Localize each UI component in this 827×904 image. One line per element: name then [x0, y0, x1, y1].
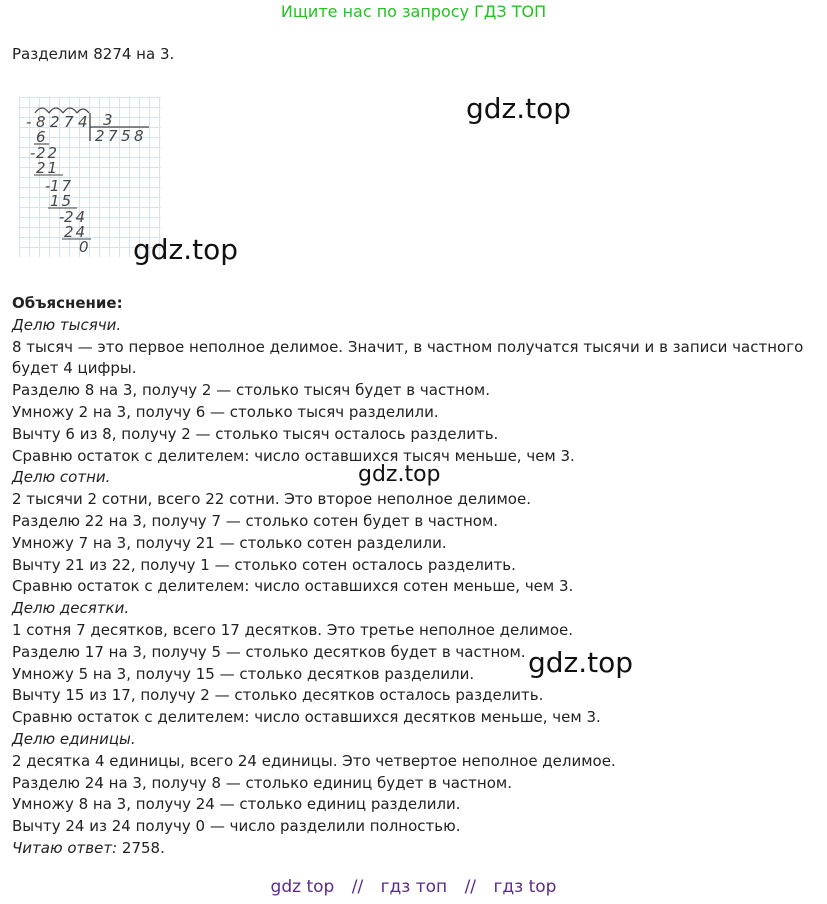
explanation-line: Вычту 21 из 22, получу 1 — столько сотен осталось разделить.: [12, 555, 516, 574]
explanation-line: Разделю 17 на 3, получу 5 — столько десятков будет в частном.: [12, 642, 526, 661]
step-remainder: 17: [50, 177, 74, 195]
dividend-digit: 7: [64, 113, 74, 131]
minus-sign: -: [30, 144, 36, 162]
dividend-digit: 4: [78, 113, 88, 131]
quotient-digit: 8: [134, 127, 144, 145]
divisor: 3: [103, 111, 113, 129]
watermark: gdz.top: [466, 92, 572, 125]
explanation-line: Сравню остаток с делителем: число оставшихся сотен меньше, чем 3.: [12, 577, 574, 596]
final-remainder: 0: [79, 238, 89, 256]
step-subtrahend: 21: [36, 159, 60, 177]
minus-sign: -: [45, 177, 51, 195]
step-remainder: 24: [64, 208, 88, 226]
explanation-line: 2 десятка 4 единицы, всего 24 единицы. Это четвертое неполное делимое.: [12, 751, 616, 770]
watermark: gdz.top: [528, 646, 634, 679]
section-title-units: Делю единицы.: [12, 729, 136, 748]
explanation-line: Умножу 7 на 3, получу 21 — столько сотен разделили.: [12, 533, 447, 552]
answer-line: [12, 838, 820, 860]
minus-sign: -: [26, 113, 32, 131]
explanation-line: Вычту 6 из 8, получу 2 — столько тысяч осталось разделить.: [12, 424, 499, 443]
step-subtrahend: 24: [64, 223, 88, 241]
explanation-line: Умножу 5 на 3, получу 15 — столько десятков разделили.: [12, 664, 475, 683]
promo-banner: Ищите нас по запросу ГДЗ ТОП: [280, 2, 547, 21]
minus-sign: -: [59, 208, 65, 226]
quotient-digit: 5: [121, 127, 131, 145]
dividend-digit: 2: [50, 113, 60, 131]
explanation-line: Разделю 24 на 3, получу 8 — столько единиц будет в частном.: [12, 773, 512, 792]
dividend-digit: 8: [36, 113, 46, 131]
explanation-heading: Объяснение:: [12, 294, 123, 312]
footer-separator: //: [351, 877, 364, 897]
explanation-line: Вычту 15 из 17, получу 2 — столько десятков осталось разделить.: [12, 686, 544, 705]
section-title-thousands: Делю тысячи.: [12, 315, 122, 334]
explanation-line: Умножу 2 на 3, получу 6 — столько тысяч разделили.: [12, 402, 439, 421]
step-remainder: 22: [36, 144, 60, 162]
section-title-hundreds: Делю сотни.: [12, 468, 111, 487]
footer-link-gdz-top[interactable]: gdz top: [270, 877, 335, 897]
explanation-line: 2 тысячи 2 сотни, всего 22 сотни. Это второе неполное делимое.: [12, 490, 531, 509]
step-subtrahend: 15: [50, 192, 74, 210]
step-subtrahend: 6: [36, 128, 46, 146]
explanation-line: Сравню остаток с делителем: число оставшихся десятков меньше, чем 3.: [12, 708, 601, 727]
footer-separator: //: [464, 877, 477, 897]
footer-links: [0, 877, 827, 897]
watermark: gdz.top: [133, 233, 239, 266]
explanation-line: Сравню остаток с делителем: число оставшихся тысяч меньше, чем 3.: [12, 446, 575, 465]
quotient-digit: 2: [95, 127, 105, 145]
answer-value: 2758.: [121, 838, 165, 857]
problem-statement: Разделим 8274 на 3.: [12, 45, 175, 63]
footer-link-gdz-top-mixed[interactable]: гдз top: [493, 877, 557, 897]
answer-label: Читаю ответ:: [12, 838, 118, 857]
explanation-line: Вычту 24 из 24 получу 0 — число разделили полностью.: [12, 817, 461, 836]
explanation-line: 1 сотня 7 десятков, всего 17 десятков. Это третье неполное делимое.: [12, 620, 574, 639]
explanation-line: Разделю 8 на 3, получу 2 — столько тысяч будет в частном.: [12, 381, 491, 400]
quotient-digit: 7: [108, 127, 118, 145]
watermark: gdz.top: [358, 462, 441, 487]
section-title-tens: Делю десятки.: [12, 599, 130, 618]
explanation-section: [12, 293, 820, 860]
explanation-line: Умножу 8 на 3, получу 24 — столько единиц разделили.: [12, 795, 461, 814]
explanation-line: 8 тысяч — это первое неполное делимое. Значит, в частном получатся тысячи и в записи частного будет 4 цифры.: [12, 337, 804, 378]
explanation-line: Разделю 22 на 3, получу 7 — столько сотен будет в частном.: [12, 511, 499, 530]
footer-link-gdz-top-ru[interactable]: гдз топ: [380, 877, 448, 897]
